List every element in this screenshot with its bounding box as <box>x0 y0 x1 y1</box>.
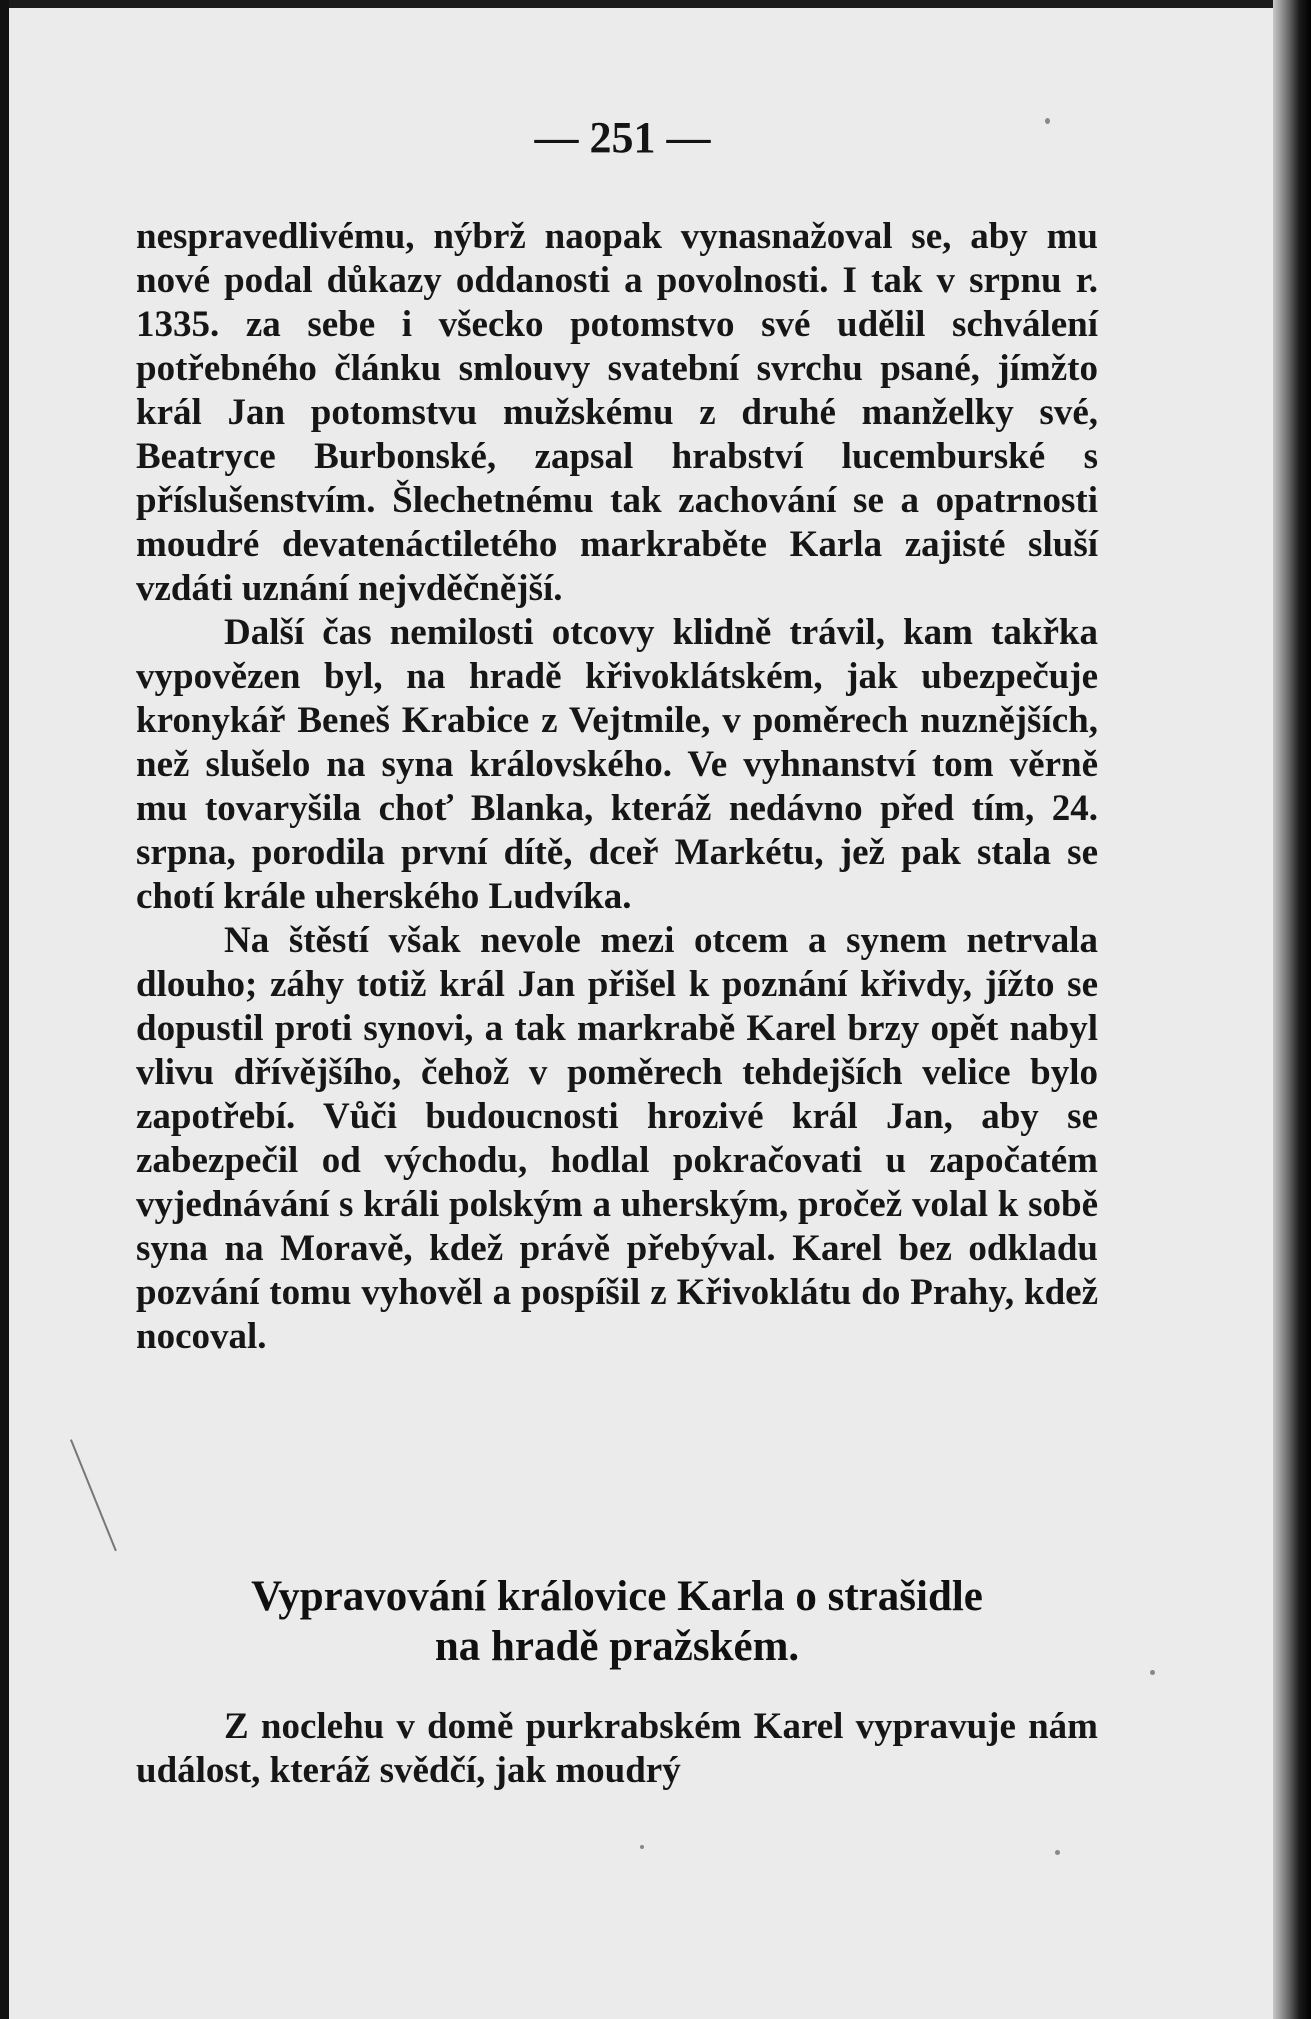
section-heading <box>136 1572 1098 1672</box>
section-heading-line-1: Vypravování královice Karla o strašidle <box>251 1573 983 1620</box>
scan-scratch <box>70 1439 117 1551</box>
section-body <box>136 1705 1098 1793</box>
page-number: — 251 — <box>534 113 711 162</box>
section-heading-line-2: na hradě pražském. <box>434 1623 800 1670</box>
body-text <box>136 215 1098 1359</box>
scan-edge-left <box>0 0 9 2019</box>
scan-speck <box>640 1845 644 1849</box>
scan-speck <box>1055 1850 1060 1855</box>
paragraph-2: Další čas nemilosti otcovy klidně trávil, kam takřka vypovězen byl, na hradě křivoklátském, jak ubezpečuje kronykář Beneš Krabice z Vejtmile, v poměrech nuznějších, než slušelo na syna královského. Ve vyhnanství tom věrně mu tovaryšila choť Blanka, kteráž nedávno před tím, 24. srpna, porodila první dítě, dceř Markétu, jež pak stala se chotí krále uherského Ludvíka. <box>136 612 1098 917</box>
scan-edge-top <box>0 0 1311 8</box>
scan-speck <box>1150 1670 1155 1675</box>
paragraph-4: Z noclehu v domě purkrabském Karel vypravuje nám událost, kteráž svědčí, jak moudrý <box>136 1706 1098 1791</box>
scan-edge-right <box>1273 0 1311 2019</box>
paragraph-3: Na štěstí však nevole mezi otcem a synem netrvala dlouho; záhy totiž král Jan přišel k poznání křivdy, jížto se dopustil proti synovi, a tak markrabě Karel brzy opět nabyl vlivu dřívějšího, čehož v poměrech tehdejších velice bylo zapotřebí. Vůči budoucnosti hrozivé král Jan, aby se zabezpečil od východu, hodlal pokračovati u započatém vyjednávání s králi polským a uherským, pročež volal k sobě syna na Moravě, kdež právě přebýval. Karel bez odkladu pozvání tomu vyhověl a pospíšil z Křivoklátu do Prahy, kdež nocoval. <box>136 920 1098 1357</box>
paragraph-1: nespravedlivému, nýbrž naopak vynasnažoval se, aby mu nové podal důkazy oddanosti a povolnosti. I tak v srpnu r. 1335. za sebe i všecko potomstvo své udělil schválení potřebného článku smlouvy svatební svrchu psané, jímžto král Jan potomstvu mužskému z druhé manželky své, Beatryce Burbonské, zapsal hrabství lucemburské s příslušenstvím. Šlechetnému tak zachování se a opatrnosti moudré devatenáctiletého markraběte Karla zajisté sluší vzdáti uznání nejvděčnější. <box>136 216 1098 609</box>
